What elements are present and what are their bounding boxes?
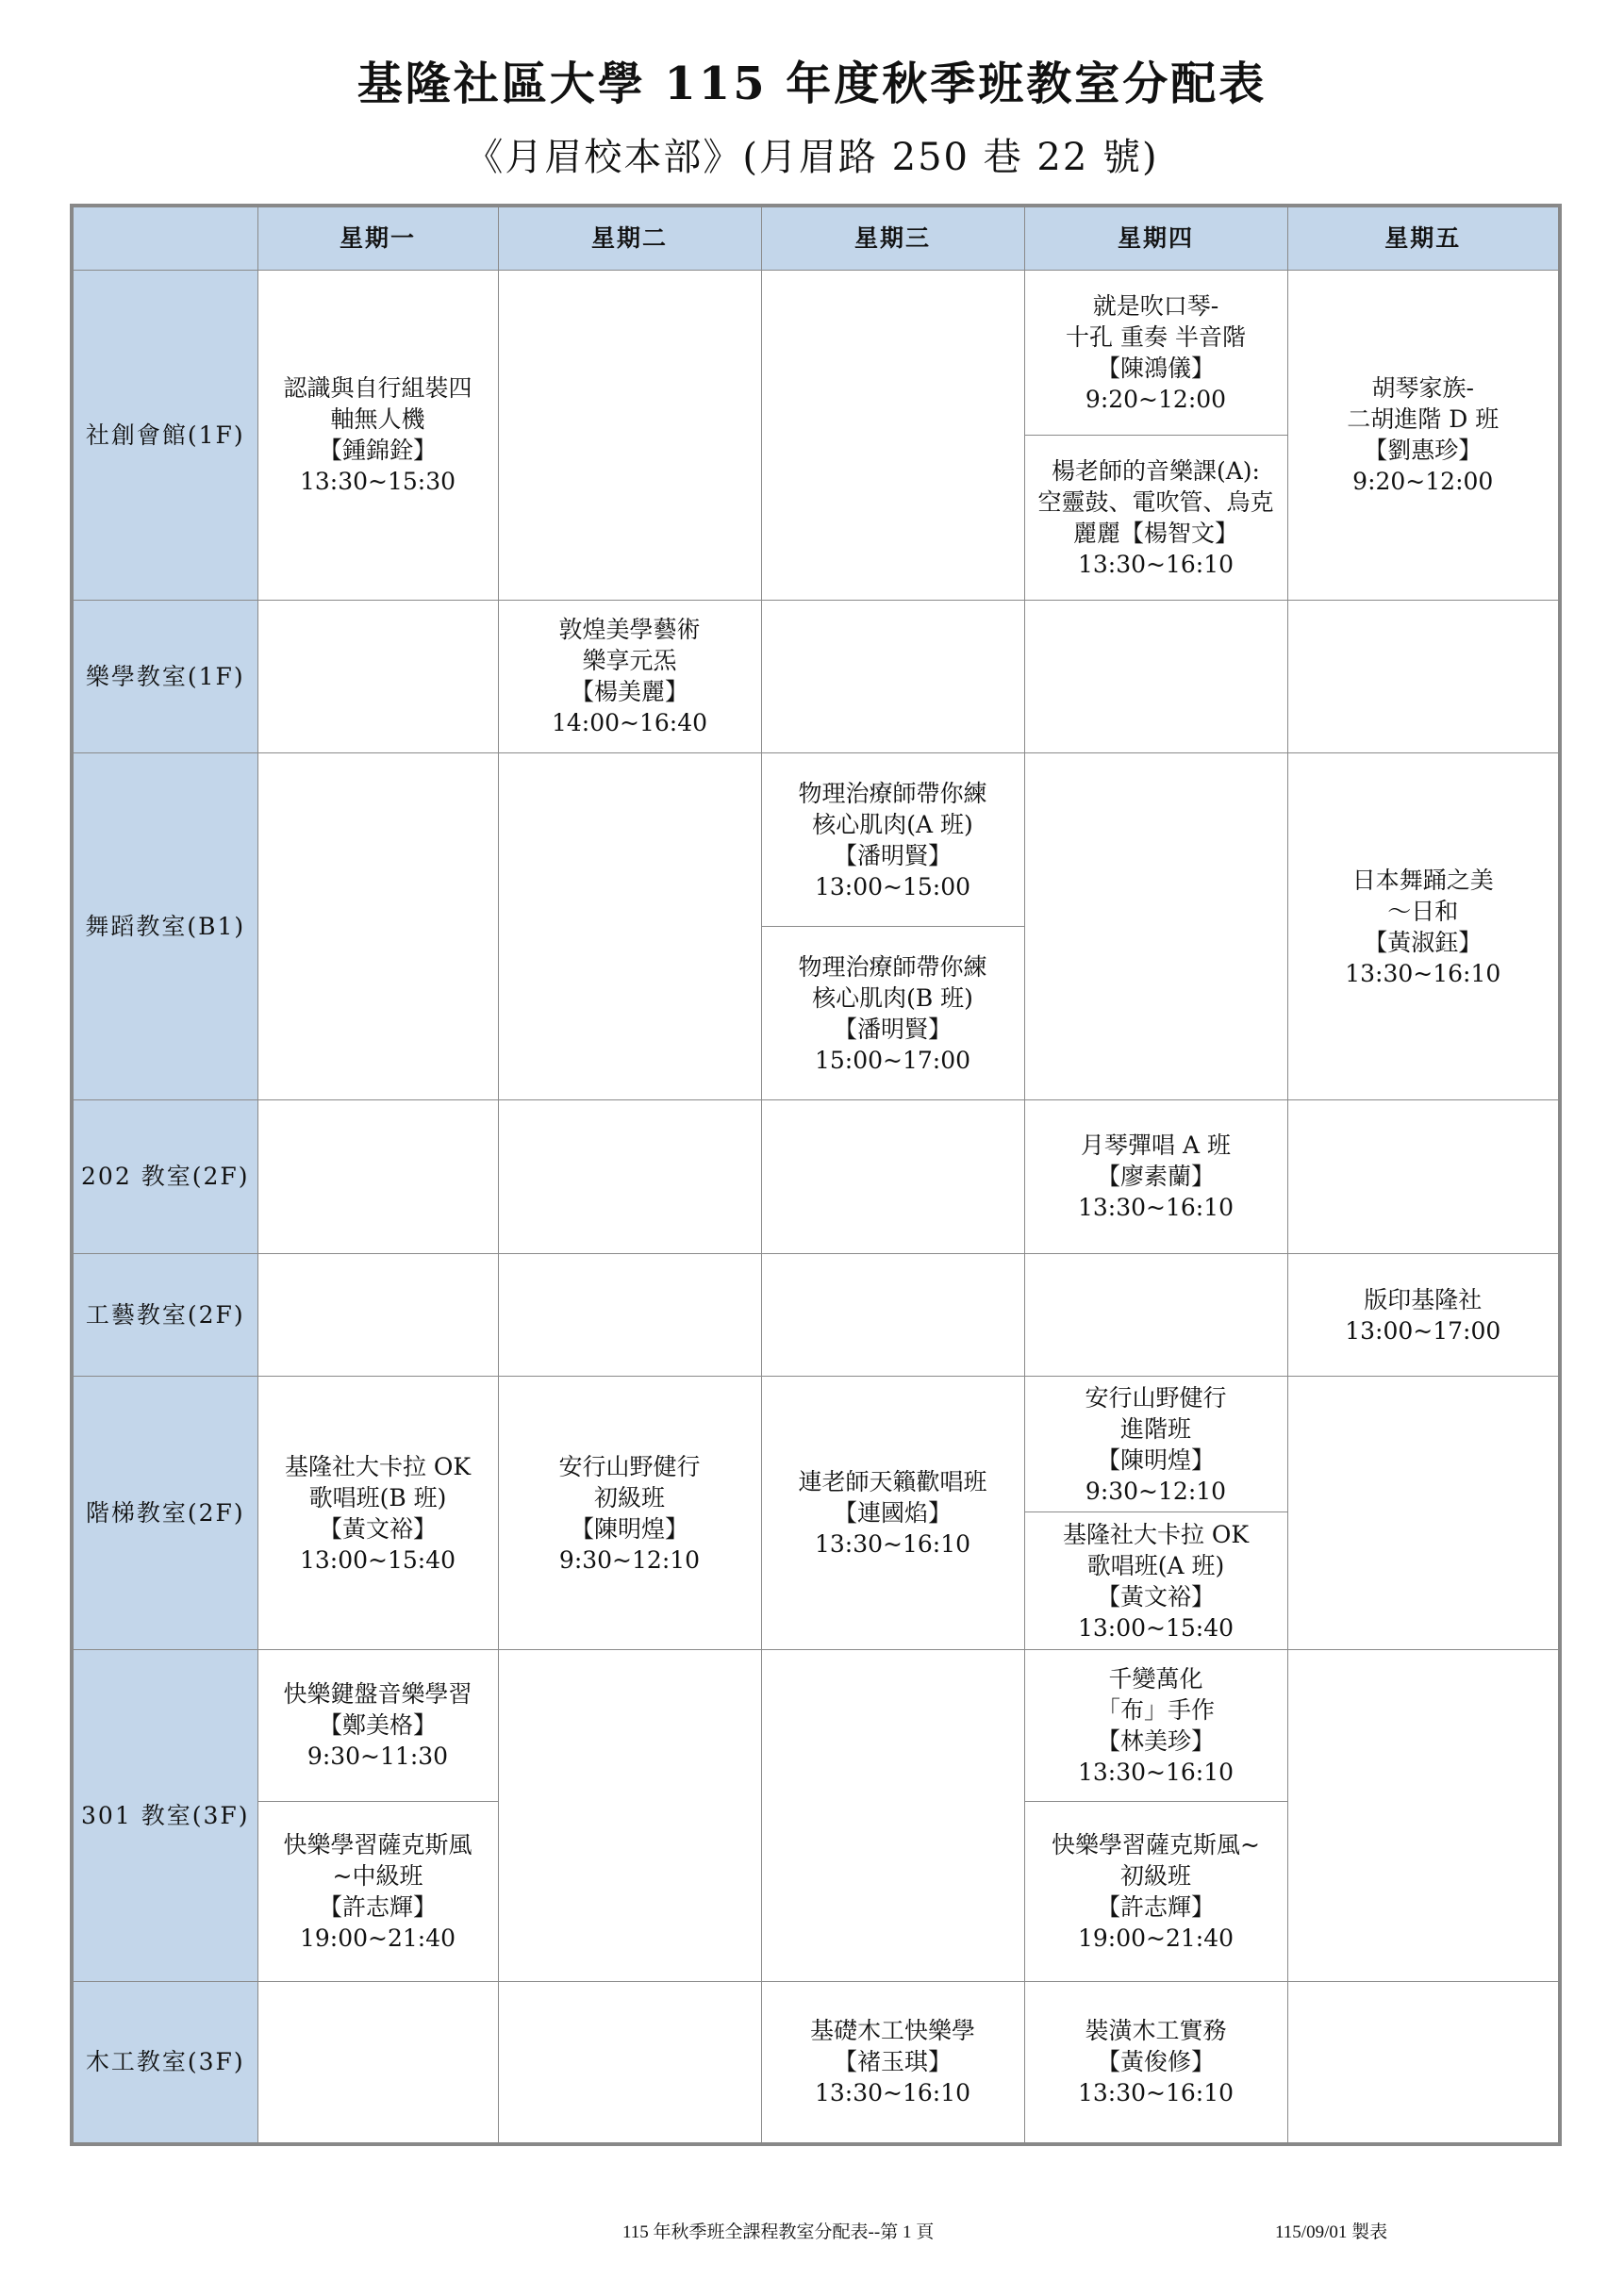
room-label: 舞蹈教室(B1) [72,753,257,1100]
course-cell: 就是吹口琴- 十孔 重奏 半音階 【陳鴻儀】 9:20~12:00 [1024,270,1287,435]
course-cell: 基隆社大卡拉 OK 歌唱班(A 班) 【黃文裕】 13:00~15:40 [1024,1512,1287,1650]
empty-cell [1287,1981,1560,2144]
table-row [72,1100,1560,1254]
empty-cell [761,1649,1024,1981]
empty-cell [761,270,1024,600]
day-header-fri: 星期五 [1287,206,1560,270]
course-cell: 基隆社大卡拉 OK 歌唱班(B 班) 【黃文裕】 13:00~15:40 [257,1377,498,1649]
empty-cell [761,1100,1024,1254]
course-cell: 物理治療師帶你練 核心肌肉(B 班) 【潘明賢】 15:00~17:00 [761,927,1024,1100]
course-cell: 楊老師的音樂課(A): 空靈鼓、電吹管、烏克 麗麗【楊智文】 13:30~16:10 [1024,435,1287,600]
course-cell: 版印基隆社 13:00~17:00 [1287,1253,1560,1377]
empty-cell [257,753,498,1100]
course-cell: 胡琴家族- 二胡進階 D 班 【劉惠珍】 9:20~12:00 [1287,270,1560,600]
course-cell: 基礎木工快樂學 【褚玉琪】 13:30~16:10 [761,1981,1024,2144]
course-cell: 日本舞踊之美 ～日和 【黃淑鈺】 13:30~16:10 [1287,753,1560,1100]
empty-cell [498,1100,761,1254]
classroom-schedule-table [70,204,1562,2146]
empty-cell [498,1981,761,2144]
room-label: 202 教室(2F) [72,1100,257,1254]
empty-cell [1024,1253,1287,1377]
room-label: 301 教室(3F) [72,1649,257,1981]
empty-cell [257,1100,498,1254]
room-label: 木工教室(3F) [72,1981,257,2144]
course-cell: 連老師天籟歡唱班 【連國焰】 13:30~16:10 [761,1377,1024,1649]
empty-cell [1287,1100,1560,1254]
empty-cell [257,1981,498,2144]
corner-cell [72,206,257,270]
empty-cell [1287,600,1560,753]
course-cell: 月琴彈唱 A 班 【廖素蘭】 13:30~16:10 [1024,1100,1287,1254]
footer-date: 115/09/01 製表 [1275,2222,1388,2242]
empty-cell [257,1253,498,1377]
empty-cell [498,1649,761,1981]
table-row [72,1253,1560,1377]
footer-page-label: 115 年秋季班全課程教室分配表--第 1 頁 [622,2222,935,2242]
course-cell: 物理治療師帶你練 核心肌肉(A 班) 【潘明賢】 13:00~15:00 [761,753,1024,927]
course-cell: 認識與自行組裝四 軸無人機 【鍾錦銓】 13:30~15:30 [257,270,498,600]
empty-cell [498,1253,761,1377]
course-cell: 快樂學習薩克斯風~ 初級班 【許志輝】 19:00~21:40 [1024,1801,1287,1981]
page-title: 基隆社區大學 115 年度秋季班教室分配表 [356,58,1268,110]
empty-cell [257,600,498,753]
table-row [72,753,1560,927]
course-cell: 安行山野健行 初級班 【陳明煌】 9:30~12:10 [498,1377,761,1649]
header-row [72,206,1560,270]
table-row [72,600,1560,753]
table-row [72,1377,1560,1512]
day-header-tue: 星期二 [498,206,761,270]
empty-cell [498,270,761,600]
room-label: 社創會館(1F) [72,270,257,600]
empty-cell [1024,600,1287,753]
page-subtitle: 《月眉校本部》(月眉路 250 巷 22 號) [465,136,1159,179]
table-row [72,1649,1560,1801]
course-cell: 敦煌美學藝術 樂享元炁 【楊美麗】 14:00~16:40 [498,600,761,753]
empty-cell [1024,753,1287,1100]
day-header-mon: 星期一 [257,206,498,270]
table-row [72,270,1560,435]
empty-cell [1287,1649,1560,1981]
room-label: 階梯教室(2F) [72,1377,257,1649]
room-label: 樂學教室(1F) [72,600,257,753]
empty-cell [761,1253,1024,1377]
day-header-wed: 星期三 [761,206,1024,270]
course-cell: 快樂學習薩克斯風 ~中級班 【許志輝】 19:00~21:40 [257,1801,498,1981]
day-header-thu: 星期四 [1024,206,1287,270]
room-label: 工藝教室(2F) [72,1253,257,1377]
course-cell: 快樂鍵盤音樂學習 【鄭美格】 9:30~11:30 [257,1649,498,1801]
empty-cell [1287,1377,1560,1649]
course-cell: 裝潢木工實務 【黃俊修】 13:30~16:10 [1024,1981,1287,2144]
empty-cell [498,753,761,1100]
course-cell: 安行山野健行 進階班 【陳明煌】 9:30~12:10 [1024,1377,1287,1512]
course-cell: 千變萬化 「布」手作 【林美珍】 13:30~16:10 [1024,1649,1287,1801]
table-row [72,1981,1560,2144]
empty-cell [761,600,1024,753]
